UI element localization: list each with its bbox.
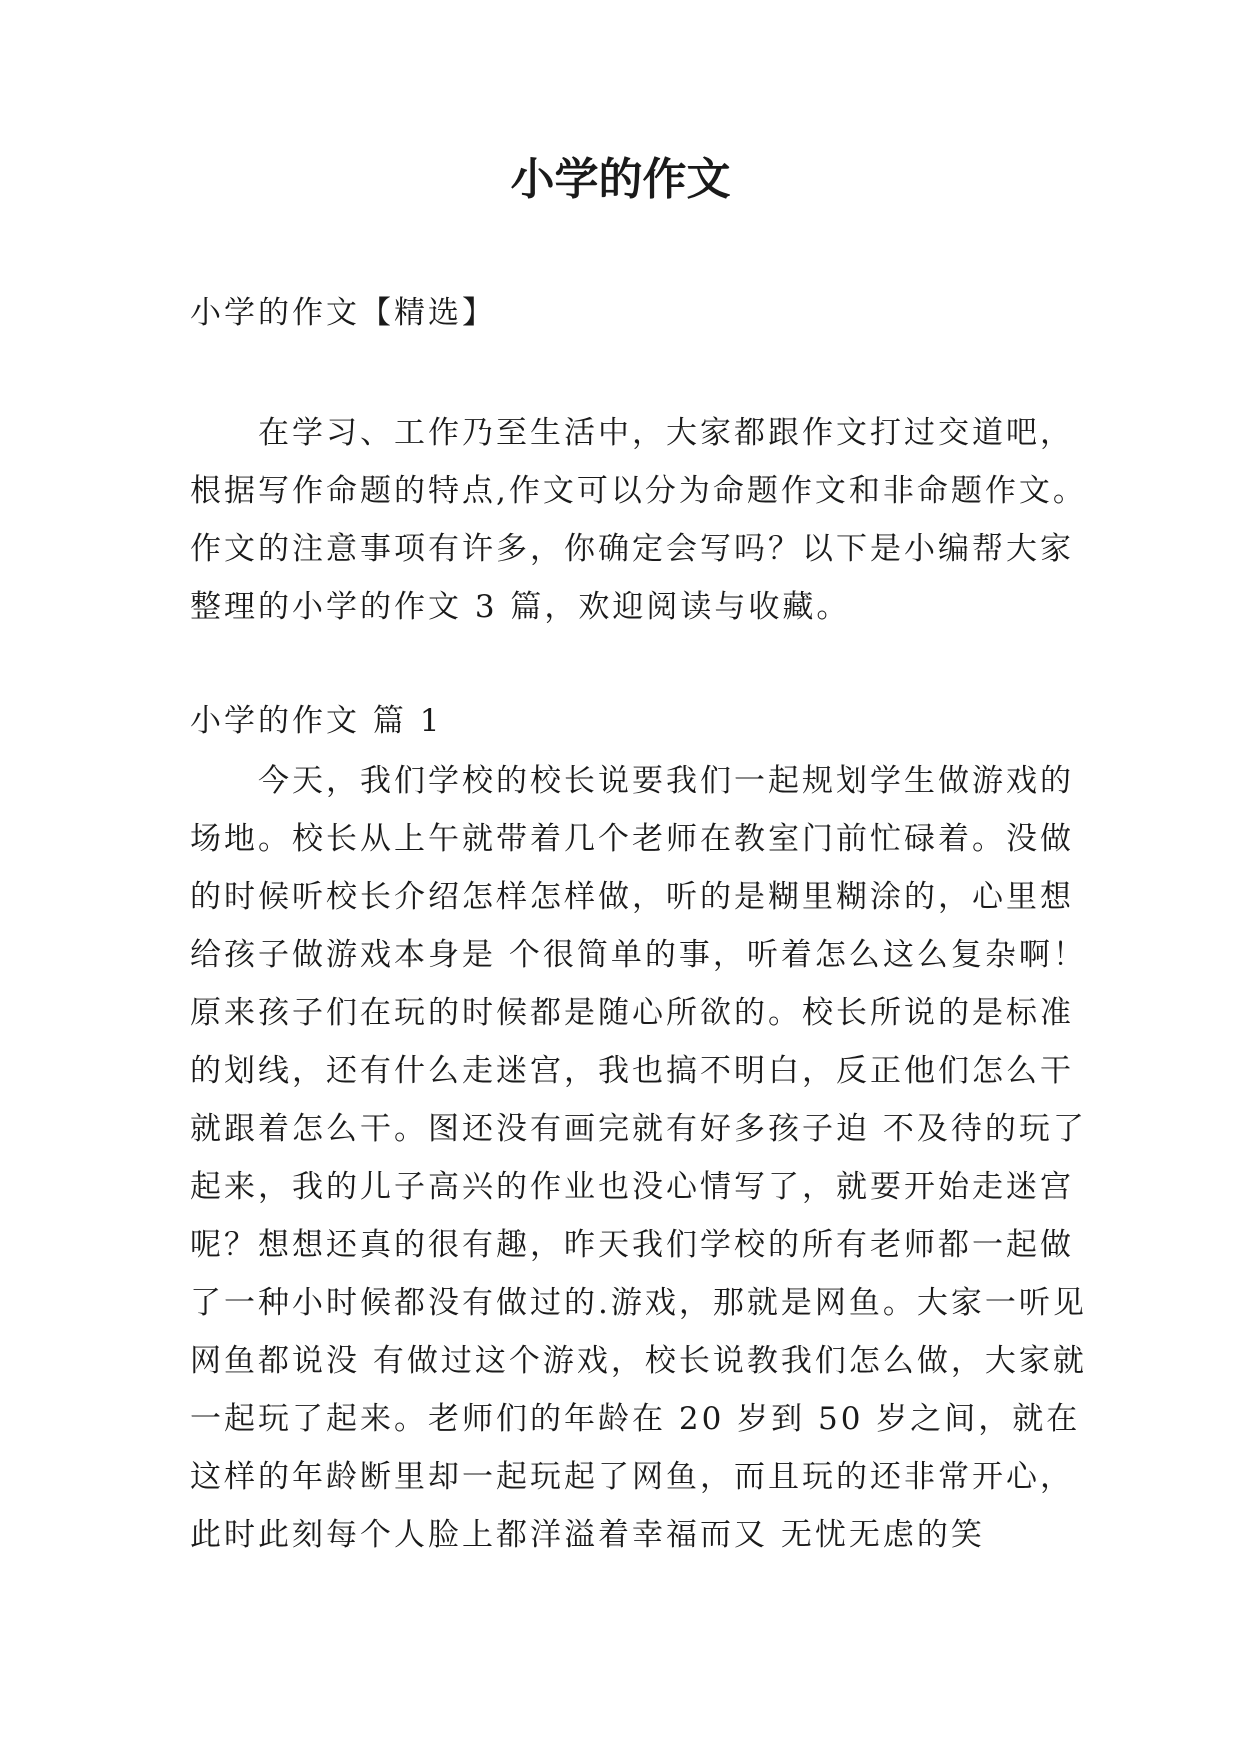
document-title: 小学的作文 (510, 154, 731, 205)
intro-paragraph: 在学习、工作乃至生活中，大家都跟作文打过交道吧，根据写作命题的特点,作文可以分为命题作文和非命题作文。作文的注意事项有许多，你确定会写吗？以下是小编帮大家整理的小学的作文 3 篇，欢迎阅读与收藏。 (190, 415, 1087, 625)
section-heading: 小学的作文 篇 1 (190, 703, 443, 739)
document-subtitle: 小学的作文【精选】 (190, 295, 496, 331)
section-body-paragraph: 今天，我们学校的校长说要我们一起规划学生做游戏的场地。校长从上午就带着几个老师在教室门前忙碌着。没做的时候听校长介绍怎样怎样做，听的是糊里糊涂的，心里想给孩子做游戏本身是 个很简单的事，听着怎么这么复杂啊！原来孩子们在玩的时候都是随心所欲的。校长所说的是标准的划线，还有什么走迷宫，我也搞不明白，反正他们怎么干就跟着怎么干。图还没有画完就有好多孩子迫 不及待的玩了起来，我的儿子高兴的作业也没心情写了，就要开始走迷宫呢？想想还真的很有趣，昨天我们学校的所有老师都一起做了一种小时候都没有做过的.游戏，那就是网鱼。大家一听见网鱼都说没 有做过这个游戏，校长说教我们怎么做，大家就一起玩了起来。老师们的年龄在 20 岁到 50 岁之间，就在这样的年龄断里却一起玩起了网鱼，而且玩的还非常开心，此时此刻每个人脸上都洋溢着幸福而又 无忧无虑的笑 (190, 763, 1087, 1553)
